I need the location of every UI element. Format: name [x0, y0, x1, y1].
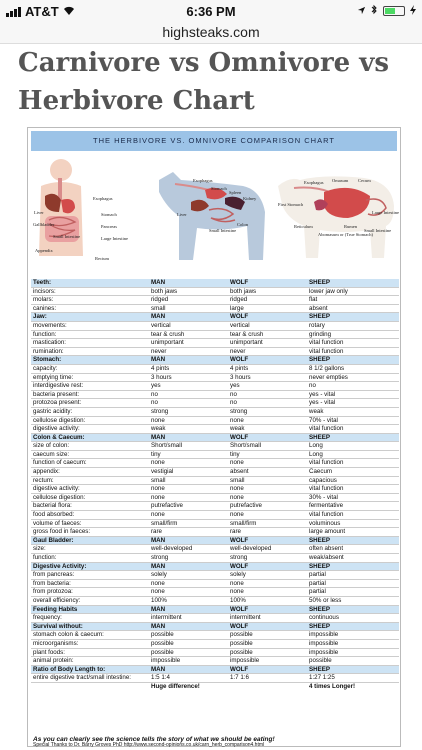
table-cell: 100%: [151, 596, 167, 604]
label-stomach: Stomach: [101, 212, 117, 217]
table-cell: absent: [230, 468, 249, 476]
table-cell: none: [230, 416, 244, 424]
table-cell: SHEEP: [309, 356, 330, 364]
footer-conclusion: As you can clearly see the science tells the story of what we should be eating!: [33, 736, 275, 743]
table-cell: rectum:: [33, 476, 54, 484]
table-cell: emptying time:: [33, 373, 74, 381]
table-cell: small: [230, 476, 245, 484]
table-cell: Ratio of Body Length to:: [33, 665, 106, 673]
table-cell: flat: [309, 296, 318, 304]
table-section-header: [31, 606, 399, 615]
table-cell: entire digestive tract/small intestine:: [33, 674, 132, 682]
table-cell: no: [151, 390, 158, 398]
table-row: [31, 494, 399, 503]
table-cell: yes - vital: [309, 399, 336, 407]
table-cell: MAN: [151, 536, 166, 544]
table-cell: tiny: [230, 450, 240, 458]
table-cell: possible: [151, 639, 174, 647]
table-cell: cellulose digestion:: [33, 493, 86, 501]
table-cell: appendix:: [33, 468, 60, 476]
sheep-label-omasum: Omasum: [332, 178, 349, 183]
table-cell: digestive activity:: [33, 425, 80, 433]
table-cell: 4 pints: [151, 364, 170, 372]
table-cell: protozoa present:: [33, 399, 82, 407]
footer-credit: Special Thanks to Dr. Barry Groves PhD http://www.second-opinions.co.uk/carn_herb_comparison4.html: [33, 742, 265, 748]
table-cell: Gaul Bladder:: [33, 536, 74, 544]
table-cell: strong: [151, 407, 169, 415]
table-section-header: [31, 434, 399, 443]
table-row: [31, 451, 399, 460]
charging-icon: [410, 4, 416, 18]
table-row: [31, 374, 399, 383]
table-cell: Survival without:: [33, 622, 83, 630]
table-cell: partial: [309, 571, 326, 579]
table-cell: tiny: [151, 450, 161, 458]
table-cell: 8 1/2 gallons: [309, 364, 345, 372]
table-row: [31, 614, 399, 623]
table-cell: MAN: [151, 356, 166, 364]
table-row: [31, 640, 399, 649]
table-row: [31, 391, 399, 400]
table-cell: frequency:: [33, 614, 62, 622]
table-row: [31, 545, 399, 554]
wolf-label-esophagus: Esophagus: [193, 178, 213, 183]
sheep-label-large-intestine: Large Intestine: [372, 210, 399, 215]
table-row: [31, 477, 399, 486]
table-section-header: [31, 537, 399, 546]
label-rectum: Rectum: [95, 256, 109, 261]
label-appendix: Appendix: [35, 248, 53, 253]
table-cell: possible: [230, 639, 253, 647]
table-cell: impossible: [309, 639, 339, 647]
table-cell: none: [230, 588, 244, 596]
table-cell: no: [151, 399, 158, 407]
table-cell: Huge difference!: [151, 682, 200, 690]
table-cell: vital function: [309, 339, 344, 347]
table-cell: WOLF: [230, 665, 249, 673]
table-cell: caecum size:: [33, 450, 70, 458]
table-row: [31, 425, 399, 434]
table-cell: molars:: [33, 296, 54, 304]
table-cell: from pancreas:: [33, 571, 75, 579]
table-cell: unimportant: [151, 339, 184, 347]
table-cell: overall efficiency:: [33, 596, 81, 604]
table-row: [31, 296, 399, 305]
table-cell: weak/absent: [309, 554, 344, 561]
table-cell: Long: [309, 450, 323, 458]
table-row: [31, 502, 399, 511]
table-cell: impossible: [151, 657, 181, 665]
table-cell: impossible: [309, 648, 339, 656]
chart-header: THE HERBIVORE VS. OMNIVORE COMPARISON CHART: [31, 131, 397, 151]
wolf-label-stomach: Stomach: [211, 186, 227, 191]
table-row: [31, 511, 399, 520]
table-cell: lower jaw only: [309, 287, 348, 295]
table-cell: cellulose digestion:: [33, 416, 86, 424]
table-cell: never: [230, 347, 246, 355]
table-cell: WOLF: [230, 562, 249, 570]
table-row: [31, 322, 399, 331]
table-row: [31, 382, 399, 391]
table-cell: Teeth:: [33, 279, 52, 286]
table-cell: size:: [33, 545, 46, 553]
label-pancreas: Pancreas: [101, 224, 117, 229]
table-cell: SHEEP: [309, 433, 330, 441]
table-cell: bacteria present:: [33, 390, 80, 398]
table-cell: 1:27 1:25: [309, 674, 335, 682]
table-cell: none: [230, 459, 244, 467]
table-cell: MAN: [151, 279, 166, 286]
table-row: [31, 348, 399, 357]
table-cell: [230, 683, 309, 692]
table-cell: [31, 683, 151, 692]
table-cell: rotary: [309, 321, 325, 329]
table-row: [31, 442, 399, 451]
table-cell: none: [151, 485, 165, 493]
sheep-label-first-stomach: First Stomach: [278, 202, 304, 207]
wolf-label-colon: Colon: [237, 222, 249, 227]
table-cell: MAN: [151, 605, 166, 613]
clock: 6:36 PM: [186, 4, 236, 19]
table-row: [31, 674, 399, 683]
table-cell: Caecum: [309, 468, 333, 476]
table-cell: no: [309, 382, 316, 390]
battery-icon: [383, 6, 405, 16]
table-cell: none: [151, 588, 165, 596]
table-row: [31, 649, 399, 658]
table-cell: possible: [151, 648, 174, 656]
table-cell: gastric acidity:: [33, 407, 73, 415]
table-cell: SHEEP: [309, 313, 330, 321]
table-cell: both jaws: [151, 287, 178, 295]
label-small-intestine: Small Intestine: [53, 234, 81, 239]
table-cell: food absorbed:: [33, 511, 75, 519]
table-cell: SHEEP: [309, 279, 330, 286]
table-cell: MAN: [151, 562, 166, 570]
table-cell: strong: [151, 554, 169, 561]
table-row: [31, 305, 399, 314]
table-cell: weak: [230, 425, 245, 433]
table-cell: plant foods:: [33, 648, 65, 656]
table-cell: 1:7 1:6: [230, 674, 249, 682]
table-cell: Short/small: [230, 442, 261, 450]
table-cell: fermentative: [309, 502, 344, 510]
table-cell: digestive activity:: [33, 485, 80, 493]
table-cell: small: [151, 304, 166, 312]
table-cell: none: [151, 416, 165, 424]
sheep-label-small-intestine: Small Intestine: [364, 228, 392, 233]
table-cell: possible: [309, 657, 332, 665]
table-cell: interdigestive rest:: [33, 382, 84, 390]
table-cell: 4 pints: [230, 364, 249, 372]
table-section-header: [31, 313, 399, 322]
table-section-header: [31, 666, 399, 675]
table-row: [31, 417, 399, 426]
label-large-intestine: Large Intestine: [101, 236, 129, 241]
table-cell: SHEEP: [309, 605, 330, 613]
table-cell: Short/small: [151, 442, 182, 450]
table-row: [31, 485, 399, 494]
table-cell: yes - vital: [309, 390, 336, 398]
table-cell: canines:: [33, 304, 57, 312]
label-esophagus: Esophagus: [93, 196, 113, 201]
table-cell: often absent: [309, 545, 344, 553]
table-cell: unimportant: [230, 339, 263, 347]
table-cell: 3 hours: [151, 373, 172, 381]
table-cell: well-developed: [230, 545, 272, 553]
table-cell: vestigial: [151, 468, 174, 476]
table-cell: small/firm: [151, 519, 178, 527]
table-cell: WOLF: [230, 605, 249, 613]
table-cell: none: [151, 511, 165, 519]
table-cell: function:: [33, 554, 57, 561]
table-cell: capacious: [309, 476, 337, 484]
table-cell: SHEEP: [309, 622, 330, 630]
table-cell: 70% - vital: [309, 416, 338, 424]
table-cell: 100%: [230, 596, 246, 604]
sheep-label-abomasum: Abomasum or (True Stomach): [318, 232, 373, 237]
carrier-label: AT&T: [25, 4, 59, 19]
table-cell: strong: [230, 554, 248, 561]
table-cell: partial: [309, 579, 326, 587]
status-bar: [0, 0, 422, 22]
wolf-label-kidney: Kidney: [243, 196, 257, 201]
table-cell: WOLF: [230, 356, 249, 364]
table-cell: solely: [151, 571, 167, 579]
table-cell: WOLF: [230, 622, 249, 630]
table-cell: none: [230, 579, 244, 587]
table-cell: vital function: [309, 347, 344, 355]
table-cell: rare: [230, 528, 242, 536]
table-cell: stomach colon & caecum:: [33, 631, 104, 639]
table-cell: function of caecum:: [33, 459, 87, 467]
table-row: [31, 554, 399, 563]
bluetooth-icon: [371, 4, 378, 18]
sheep-digestive-illustration: [274, 156, 399, 274]
table-cell: weak: [309, 407, 324, 415]
table-section-header: [31, 563, 399, 572]
table-cell: none: [151, 579, 165, 587]
table-cell: partial: [309, 588, 326, 596]
table-cell: from bacteria:: [33, 579, 71, 587]
table-cell: continuous: [309, 614, 339, 622]
table-cell: Long: [309, 442, 323, 450]
table-cell: none: [230, 493, 244, 501]
sheep-label-esophagus: Esophagus: [304, 180, 324, 185]
table-cell: microorganisms:: [33, 639, 79, 647]
table-cell: intermittent: [230, 614, 261, 622]
page-title: Carnivore vs Omnivore vs Herbivore Chart: [18, 48, 389, 116]
table-cell: vital function: [309, 459, 344, 467]
table-cell: voluminous: [309, 519, 341, 527]
table-cell: function:: [33, 330, 57, 338]
table-cell: possible: [230, 631, 253, 639]
table-cell: putrefactive: [151, 502, 183, 510]
table-cell: yes: [230, 382, 240, 390]
location-icon: [357, 4, 366, 18]
wolf-label-small-intestine: Small Intestine: [209, 228, 237, 233]
table-row: [31, 528, 399, 537]
table-cell: no: [230, 399, 237, 407]
table-row: [31, 631, 399, 640]
table-cell: large: [230, 304, 244, 312]
wolf-label-liver: Liver: [177, 212, 187, 217]
status-icons: [357, 4, 416, 18]
table-cell: vertical: [151, 321, 171, 329]
table-cell: both jaws: [230, 287, 257, 295]
table-cell: 4 times Longer!: [309, 682, 356, 690]
table-row: [31, 288, 399, 297]
table-row: [31, 683, 399, 692]
table-cell: possible: [230, 648, 253, 656]
table-row: [31, 588, 399, 597]
table-cell: SHEEP: [309, 562, 330, 570]
table-section-header: [31, 279, 399, 288]
table-cell: 50% or less: [309, 596, 342, 604]
table-cell: movements:: [33, 321, 67, 329]
table-cell: tear & crush: [151, 330, 185, 338]
table-cell: tear & crush: [230, 330, 264, 338]
table-cell: weak: [151, 425, 166, 433]
table-cell: WOLF: [230, 433, 249, 441]
table-cell: MAN: [151, 313, 166, 321]
table-cell: MAN: [151, 622, 166, 630]
table-cell: MAN: [151, 433, 166, 441]
table-cell: solely: [230, 571, 246, 579]
table-row: [31, 399, 399, 408]
table-row: [31, 365, 399, 374]
table-cell: Feeding Habits: [33, 605, 78, 613]
comparison-table: [31, 279, 399, 692]
table-cell: WOLF: [230, 279, 249, 286]
table-cell: gross food in faeces:: [33, 528, 91, 536]
table-cell: incisors:: [33, 287, 56, 295]
table-cell: ridged: [151, 296, 169, 304]
table-cell: 1:5 1:4: [151, 674, 170, 682]
table-cell: never: [151, 347, 167, 355]
table-cell: impossible: [309, 631, 339, 639]
table-row: [31, 657, 399, 666]
table-cell: SHEEP: [309, 665, 330, 673]
table-row: [31, 408, 399, 417]
table-cell: possible: [151, 631, 174, 639]
table-cell: Stomach:: [33, 356, 62, 364]
table-cell: small: [151, 476, 166, 484]
table-cell: well-developed: [151, 545, 193, 553]
table-cell: strong: [230, 407, 248, 415]
table-cell: vital function: [309, 485, 344, 493]
table-cell: vital function: [309, 425, 344, 433]
table-row: [31, 571, 399, 580]
table-cell: Colon & Caecum:: [33, 433, 85, 441]
table-cell: rumination:: [33, 347, 64, 355]
table-cell: WOLF: [230, 313, 249, 321]
sheep-label-reticulum: Reticulum: [294, 224, 313, 229]
table-cell: size of colon:: [33, 442, 70, 450]
table-row: [31, 339, 399, 348]
table-cell: 30% - vital: [309, 493, 338, 501]
table-cell: bacterial flora:: [33, 502, 72, 510]
sheep-label-rumen: Rumen: [344, 224, 357, 229]
table-section-header: [31, 356, 399, 365]
table-cell: ridged: [230, 296, 248, 304]
table-cell: impossible: [230, 657, 260, 665]
table-cell: SHEEP: [309, 536, 330, 544]
table-cell: none: [151, 459, 165, 467]
table-row: [31, 520, 399, 529]
wolf-label-spleen: Spleen: [229, 190, 242, 195]
wolf-digestive-illustration: [153, 156, 273, 274]
table-cell: Digestive Activity:: [33, 562, 87, 570]
table-cell: small/firm: [230, 519, 257, 527]
table-row: [31, 580, 399, 589]
table-cell: volume of faeces:: [33, 519, 82, 527]
table-row: [31, 597, 399, 606]
table-cell: rare: [151, 528, 163, 536]
table-cell: 3 hours: [230, 373, 251, 381]
table-cell: capacity:: [33, 364, 58, 372]
table-cell: MAN: [151, 665, 166, 673]
table-cell: absent: [309, 304, 328, 312]
address-bar[interactable]: highsteaks.com: [0, 22, 422, 44]
table-cell: none: [151, 493, 165, 501]
table-cell: from protozoa:: [33, 588, 73, 596]
table-cell: vital function: [309, 511, 344, 519]
human-digestive-illustration: [31, 156, 151, 274]
table-row: [31, 468, 399, 477]
table-cell: grinding: [309, 330, 332, 338]
table-cell: large amount: [309, 528, 346, 536]
table-cell: none: [230, 511, 244, 519]
comparison-chart: [27, 127, 401, 747]
table-cell: yes: [151, 382, 161, 390]
table-cell: WOLF: [230, 536, 249, 544]
label-liver: Liver: [34, 210, 44, 215]
table-row: [31, 331, 399, 340]
table-row: [31, 459, 399, 468]
sheep-label-cecum: Cecum: [358, 178, 371, 183]
table-cell: animal protein:: [33, 657, 74, 665]
label-gallbladder: Gallbladder: [33, 222, 55, 227]
table-cell: none: [230, 485, 244, 493]
table-cell: no: [230, 390, 237, 398]
table-cell: putrefactive: [230, 502, 262, 510]
table-cell: mastication:: [33, 339, 67, 347]
table-cell: Jaw:: [33, 313, 47, 321]
table-section-header: [31, 623, 399, 632]
table-cell: never empties: [309, 373, 348, 381]
table-cell: intermittent: [151, 614, 182, 622]
table-cell: vertical: [230, 321, 250, 329]
